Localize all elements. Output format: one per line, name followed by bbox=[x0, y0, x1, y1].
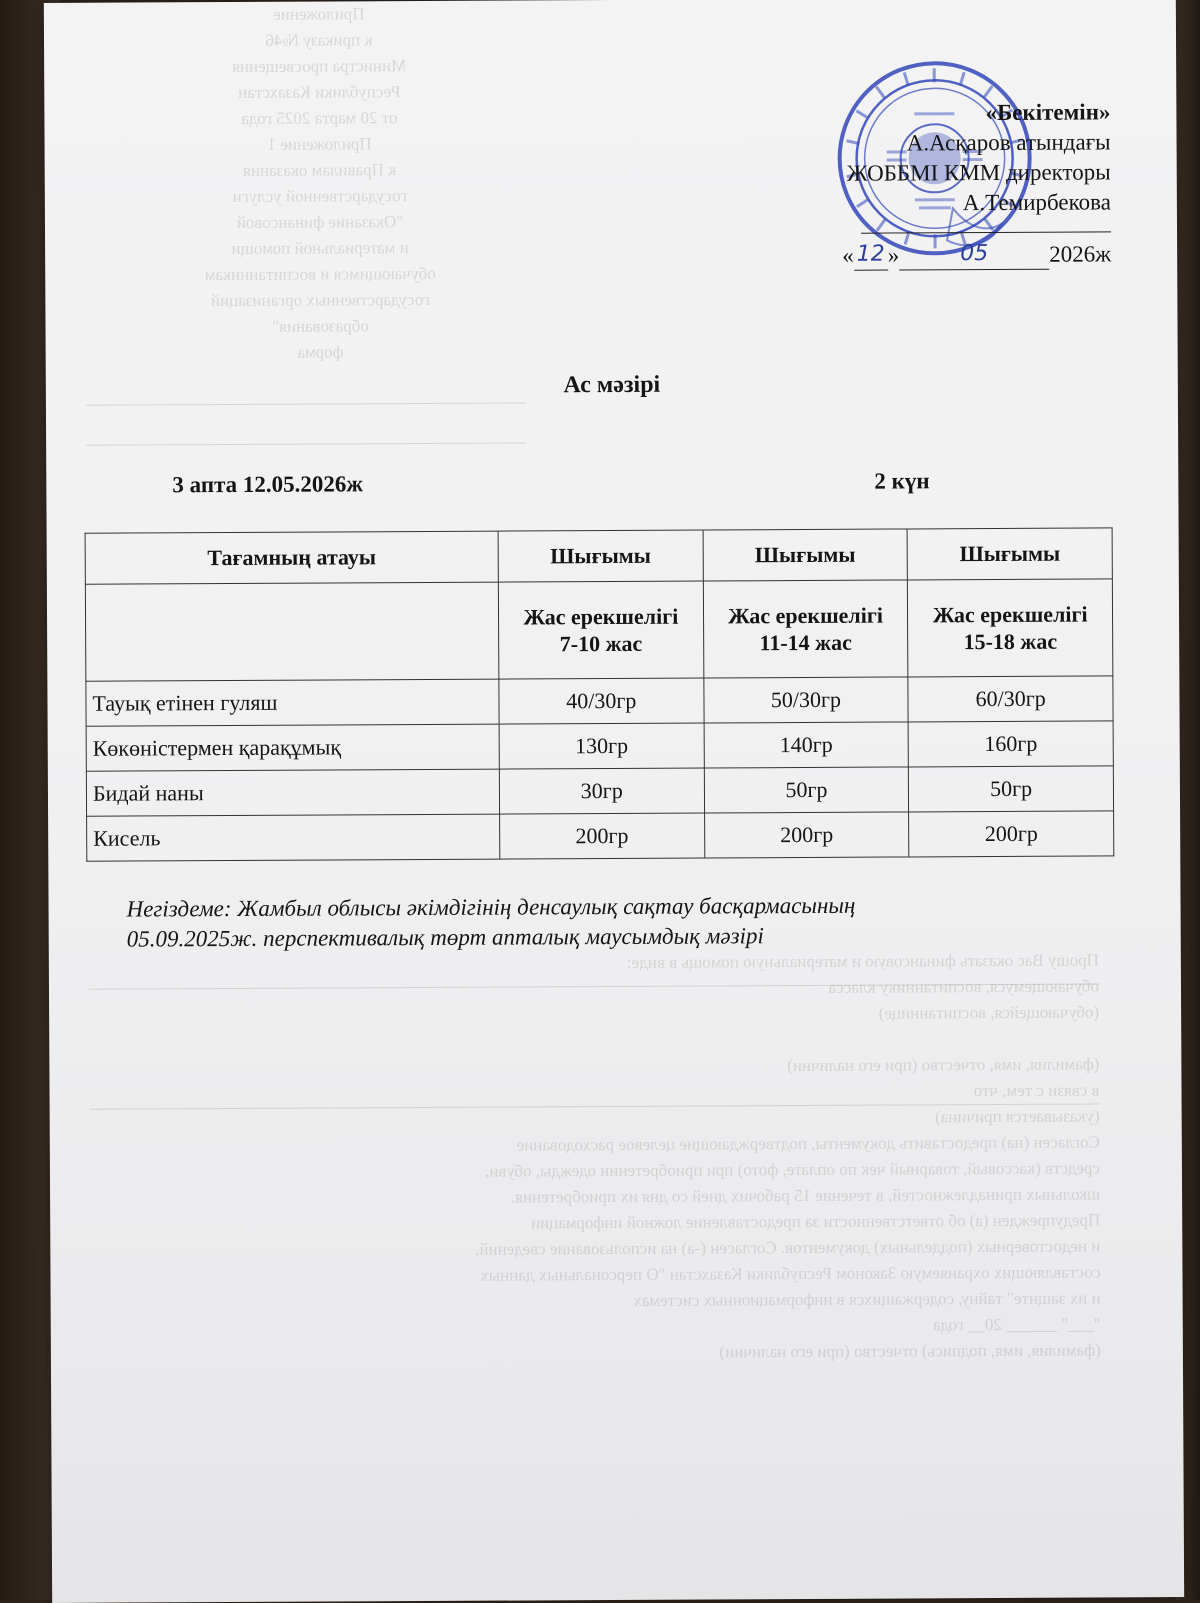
handwritten-day: 12 bbox=[854, 240, 888, 271]
menu-table bbox=[85, 527, 1115, 861]
age-group-range: 11-14 жас bbox=[710, 628, 902, 656]
portion-value: 200гр bbox=[500, 813, 705, 859]
date-year: 2026ж bbox=[1049, 239, 1111, 269]
signature-line bbox=[861, 217, 1111, 233]
age-group-label: Жас ерекшелігі bbox=[710, 601, 902, 629]
portion-value: 60/30гр bbox=[908, 676, 1113, 722]
basis-line: 05.09.2025ж. перспективалық төрт апталық маусымдық мәзірі bbox=[127, 919, 1127, 954]
portion-value: 160гр bbox=[908, 721, 1113, 767]
handwritten-month: 05 bbox=[899, 239, 1049, 271]
paper-sheet bbox=[44, 0, 1184, 1603]
age-group-row bbox=[85, 579, 1112, 681]
dish-name: Кисель bbox=[87, 814, 500, 861]
header-dish-name: Тағамның атауы bbox=[85, 531, 498, 584]
portion-value: 130гр bbox=[499, 723, 704, 769]
dish-name: Тауық етінен гуляш bbox=[86, 679, 499, 726]
portion-value: 140гр bbox=[704, 722, 909, 768]
portion-value: 200гр bbox=[704, 812, 909, 858]
age-group-range: 7-10 жас bbox=[505, 630, 697, 658]
day-number: 2 күн bbox=[874, 468, 929, 494]
table-row bbox=[86, 721, 1113, 771]
bleed-through-text-top: Приложение к приказу №46 Министра просвещения Республики Казахстан от 20 марта 2025 года Приложение 1 к Правилам оказания государственной услуги "Оказание финансовой и материальной помощи обучающимся и воспитанникам государственных организаций образования" форма bbox=[154, 1, 486, 367]
bleed-through-text-bottom: Прошу Вас оказать финансовую и материальную помощь в виде: обучающемуся, воспитаннику класса (обучающейся, воспитаннице) (фамилия, имя, отчество (при его наличии) в связи с тем, что (указывается причина) Согласен (на) предоставить документы, подтверждающие целевое расходование средств (кассовый, товарный чек по оплате, фото) при приобретении одежды, обуви, школьных принадлежностей, в течение 15 рабочих дней со дня их приобретения. Предупрежден (а) об ответственности за предоставление ложной информации и недостоверных (поддельных) документов. Согласен (-а) на использование сведений, составляющих охраняемую Законом Республики Казахстан "О персональных данных и их защите" тайну, содержащихся в информационных системах "___" ______ 20__ года (фамилия, имя, подпись) отчество (при его наличии) bbox=[139, 947, 1101, 1368]
approval-director-name: А.Темирбекова bbox=[751, 187, 1111, 219]
age-group-range: 15-18 жас bbox=[914, 627, 1106, 655]
approval-block bbox=[750, 97, 1111, 271]
age-group-cell bbox=[703, 580, 908, 678]
bleed-through-rule bbox=[86, 442, 526, 445]
header-output: Шығымы bbox=[498, 530, 703, 582]
date-close-quote: » bbox=[888, 240, 900, 270]
basis-line: Негіздеме: Жамбыл облысы әкімдігінің денсаулық сақтау басқармасының bbox=[126, 889, 1126, 924]
portion-value: 50гр bbox=[704, 767, 909, 813]
date-open-quote: « bbox=[842, 241, 854, 271]
approval-school-line: А.Асқаров атындағы bbox=[750, 127, 1110, 159]
basis-note bbox=[126, 889, 1126, 954]
age-group-cell bbox=[908, 579, 1113, 677]
week-and-date: 3 апта 12.05.2026ж bbox=[172, 471, 363, 498]
empty-cell bbox=[85, 582, 499, 681]
table-row bbox=[87, 811, 1114, 861]
table-row bbox=[86, 676, 1113, 726]
portion-value: 50гр bbox=[909, 766, 1114, 812]
approval-date-line bbox=[751, 238, 1111, 271]
header-output: Шығымы bbox=[703, 529, 908, 581]
dish-name: Көкөністермен қарақұмық bbox=[86, 724, 499, 771]
age-group-label: Жас ерекшелігі bbox=[505, 603, 697, 631]
portion-value: 40/30гр bbox=[499, 678, 704, 724]
approval-position-line: ЖОББМІ КММ директоры bbox=[751, 157, 1111, 189]
age-group-label: Жас ерекшелігі bbox=[914, 600, 1106, 628]
document-title: Ас мәзірі bbox=[46, 369, 1178, 402]
table-row bbox=[86, 766, 1113, 816]
portion-value: 50/30гр bbox=[704, 677, 909, 723]
dish-name: Бидай наны bbox=[86, 769, 499, 816]
portion-value: 30гр bbox=[499, 768, 704, 814]
age-group-cell bbox=[498, 581, 703, 679]
table-header-row bbox=[85, 528, 1112, 584]
bleed-through-rule bbox=[86, 402, 526, 405]
header-output: Шығымы bbox=[907, 528, 1112, 580]
portion-value: 200гр bbox=[909, 811, 1114, 857]
approval-title: «Бекітемін» bbox=[750, 97, 1110, 129]
